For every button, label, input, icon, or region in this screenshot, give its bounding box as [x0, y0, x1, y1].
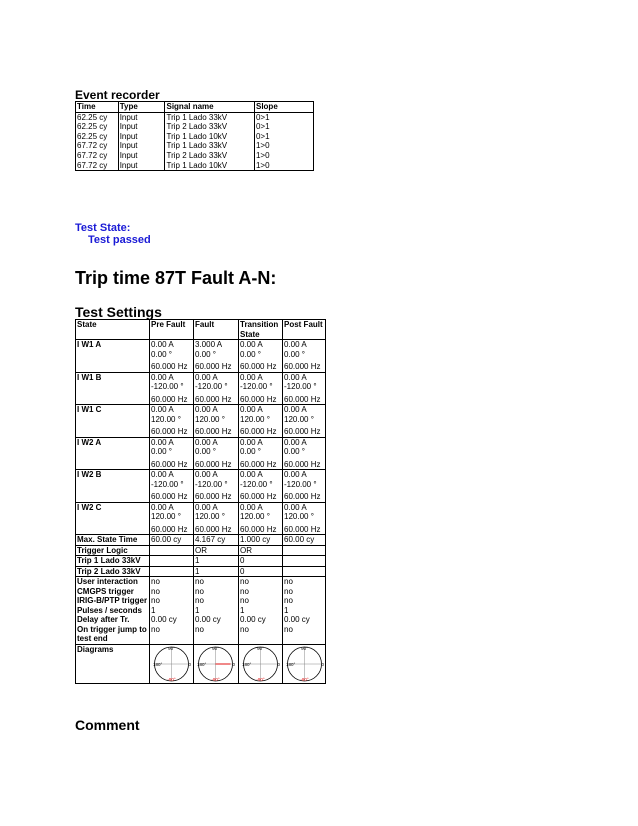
- frequency-value: 60.000 Hz: [240, 492, 277, 501]
- frequency-value: 60.000 Hz: [195, 492, 232, 501]
- axis-label-left: 180°: [197, 661, 207, 667]
- axis-label-right: 0: [321, 661, 324, 667]
- slope-cell: 1>0: [254, 141, 313, 151]
- option-value: no: [284, 586, 293, 596]
- angle-value: -120.00 °: [151, 382, 184, 391]
- magnitude-value: 0.00 A: [284, 470, 307, 479]
- diagrams-row: [76, 644, 326, 683]
- settings-cell: [150, 556, 194, 567]
- type-cell: Input: [118, 161, 165, 171]
- phasor-cell: [239, 437, 283, 470]
- settings-table-body: [76, 340, 326, 684]
- frequency-value: 60.000 Hz: [240, 459, 277, 469]
- option-value: no: [240, 596, 249, 605]
- settings-row: [76, 545, 326, 556]
- axis-label-bottom: -90°: [167, 676, 176, 682]
- magnitude-value: 0.00 A: [151, 502, 174, 512]
- angle-value: 120.00 °: [151, 512, 181, 521]
- signal-name-cell: Trip 1 Lado 33kV: [165, 112, 255, 122]
- phasor-cell: [194, 405, 239, 438]
- row-label: Trigger Logic: [76, 545, 150, 556]
- comment-title: Comment: [75, 717, 140, 733]
- magnitude-value: 0.00 A: [151, 405, 174, 414]
- row-label: Max. State Time: [76, 535, 150, 546]
- angle-value: 0.00 °: [284, 349, 305, 359]
- col-header-signal-name: Signal name: [165, 102, 255, 113]
- phasor-row: [76, 502, 326, 535]
- settings-cell: [283, 556, 326, 567]
- slope-cell: 0>1: [254, 122, 313, 132]
- type-cell: Input: [118, 112, 165, 122]
- time-cell: 67.72 cy: [76, 161, 119, 171]
- angle-value: -120.00 °: [240, 382, 273, 391]
- phasor-row: [76, 470, 326, 503]
- time-cell: 67.72 cy: [76, 141, 119, 151]
- type-cell: Input: [118, 122, 165, 132]
- settings-cell: 60.00 cy: [283, 535, 326, 546]
- diagram-cell: [194, 644, 239, 683]
- angle-value: 0.00 °: [284, 447, 305, 456]
- frequency-value: 60.000 Hz: [195, 427, 232, 436]
- signal-name-cell: Trip 1 Lado 10kV: [165, 161, 255, 171]
- phasor-cell: [150, 437, 194, 470]
- angle-value: -120.00 °: [151, 479, 184, 489]
- axis-label-left: 180°: [242, 661, 252, 667]
- settings-cell: 1.000 cy: [239, 535, 283, 546]
- magnitude-value: 0.00 A: [240, 502, 263, 512]
- phasor-cell: [150, 470, 194, 503]
- phasor-cell: [194, 502, 239, 535]
- row-label: Diagrams: [76, 644, 150, 683]
- frequency-value: 60.000 Hz: [240, 427, 277, 436]
- magnitude-value: 0.00 A: [284, 437, 307, 447]
- frequency-value: 60.000 Hz: [151, 459, 188, 469]
- option-value: no: [195, 596, 204, 605]
- axis-label-top: 90°: [212, 645, 219, 651]
- frequency-value: 60.000 Hz: [240, 394, 277, 404]
- option-value: 0.00 cy: [240, 615, 266, 624]
- angle-value: 120.00 °: [284, 512, 314, 521]
- signal-name-cell: Trip 1 Lado 10kV: [165, 132, 255, 142]
- option-label: Pulses / seconds: [77, 605, 142, 615]
- axis-label-right: 0: [232, 661, 235, 667]
- frequency-value: 60.000 Hz: [284, 459, 321, 469]
- phasor-cell: [283, 405, 326, 438]
- signal-name-cell: Trip 2 Lado 33kV: [165, 151, 255, 161]
- row-label: Trip 2 Lado 33kV: [76, 566, 150, 577]
- magnitude-value: 0.00 A: [195, 372, 218, 382]
- page-title: Trip time 87T Fault A-N:: [75, 268, 277, 288]
- phasor-cell: [283, 372, 326, 405]
- settings-cell: [150, 566, 194, 577]
- signal-name-cell: Trip 1 Lado 33kV: [165, 141, 255, 151]
- settings-cell: 1: [194, 566, 239, 577]
- row-label: I W2 A: [76, 437, 150, 470]
- slope-cell: 0>1: [254, 112, 313, 122]
- phasor-cell: [150, 340, 194, 373]
- phasor-diagram: [283, 645, 326, 683]
- option-label: CMGPS trigger: [77, 586, 134, 596]
- phasor-cell: [194, 372, 239, 405]
- settings-row: [76, 566, 326, 577]
- axis-label-bottom: -90°: [256, 676, 265, 682]
- col-header-state: State: [76, 320, 150, 340]
- options-cell: [194, 577, 239, 645]
- angle-value: 120.00 °: [284, 414, 314, 424]
- settings-cell: 0: [239, 566, 283, 577]
- angle-value: 0.00 °: [151, 349, 172, 359]
- phasor-cell: [239, 405, 283, 438]
- row-label: I W2 C: [76, 502, 150, 535]
- magnitude-value: 0.00 A: [284, 372, 307, 382]
- col-header-time: Time: [76, 102, 119, 113]
- settings-cell: [283, 566, 326, 577]
- time-cell: 62.25 cy: [76, 112, 119, 122]
- angle-value: -120.00 °: [195, 382, 228, 391]
- option-value: no: [151, 577, 160, 586]
- option-value: no: [151, 624, 160, 634]
- settings-row: [76, 556, 326, 567]
- time-cell: 67.72 cy: [76, 151, 119, 161]
- frequency-value: 60.000 Hz: [151, 394, 188, 404]
- event-recorder-title: Event recorder: [75, 88, 160, 102]
- phasor-diagram: [239, 645, 282, 683]
- event-recorder-table: [75, 101, 314, 171]
- col-header-type: Type: [118, 102, 165, 113]
- phasor-diagram: [150, 645, 193, 683]
- magnitude-value: 0.00 A: [151, 437, 174, 447]
- axis-label-bottom: -90°: [211, 676, 220, 682]
- col-header-pre-fault: Pre Fault: [150, 320, 194, 340]
- angle-value: 120.00 °: [151, 414, 181, 424]
- col-header-fault: Fault: [194, 320, 239, 340]
- frequency-value: 60.000 Hz: [151, 362, 188, 371]
- axis-label-left: 180°: [286, 661, 296, 667]
- magnitude-value: 0.00 A: [284, 340, 307, 349]
- phasor-cell: [239, 470, 283, 503]
- option-label: User interaction: [77, 577, 138, 586]
- axis-label-left: 180°: [153, 661, 163, 667]
- phasor-diagram: [194, 645, 237, 683]
- table-row: [76, 141, 314, 151]
- phasor-cell: [283, 340, 326, 373]
- option-value: no: [240, 577, 249, 586]
- phasor-cell: [194, 470, 239, 503]
- table-row: [76, 151, 314, 161]
- options-labels: [76, 577, 150, 645]
- phasor-cell: [239, 340, 283, 373]
- magnitude-value: 0.00 A: [151, 372, 174, 382]
- magnitude-value: 3.000 A: [195, 340, 223, 349]
- magnitude-value: 0.00 A: [240, 372, 263, 382]
- frequency-value: 60.000 Hz: [284, 492, 321, 501]
- axis-label-bottom: -90°: [300, 676, 309, 682]
- settings-header-row: [76, 320, 326, 340]
- type-cell: Input: [118, 141, 165, 151]
- col-header-post-fault: Post Fault: [283, 320, 326, 340]
- row-label: Trip 1 Lado 33kV: [76, 556, 150, 567]
- option-label: On trigger jump to test end: [77, 624, 147, 643]
- angle-value: -120.00 °: [240, 479, 273, 489]
- angle-value: 0.00 °: [195, 447, 216, 456]
- slope-cell: 0>1: [254, 132, 313, 142]
- option-value: no: [284, 596, 293, 605]
- table-row: [76, 132, 314, 142]
- option-value: 0.00 cy: [284, 615, 310, 624]
- magnitude-value: 0.00 A: [240, 437, 263, 447]
- angle-value: 120.00 °: [240, 414, 270, 424]
- time-cell: 62.25 cy: [76, 132, 119, 142]
- magnitude-value: 0.00 A: [195, 405, 218, 414]
- settings-cell: 0: [239, 556, 283, 567]
- angle-value: 0.00 °: [195, 349, 216, 359]
- magnitude-value: 0.00 A: [195, 502, 218, 512]
- angle-value: -120.00 °: [195, 479, 228, 489]
- magnitude-value: 0.00 A: [195, 470, 218, 479]
- frequency-value: 60.000 Hz: [151, 524, 188, 534]
- settings-cell: 1: [194, 556, 239, 567]
- option-value: 1: [151, 605, 156, 615]
- frequency-value: 60.000 Hz: [195, 394, 232, 404]
- frequency-value: 60.000 Hz: [284, 427, 321, 436]
- test-state-value: Test passed: [88, 234, 151, 246]
- magnitude-value: 0.00 A: [240, 340, 263, 349]
- row-label: I W1 B: [76, 372, 150, 405]
- axis-label-right: 0: [188, 661, 191, 667]
- settings-cell: [150, 545, 194, 556]
- settings-cell: OR: [194, 545, 239, 556]
- diagram-cell: [150, 644, 194, 683]
- magnitude-value: 0.00 A: [151, 340, 174, 349]
- settings-cell: 60.00 cy: [150, 535, 194, 546]
- phasor-cell: [150, 372, 194, 405]
- slope-cell: 1>0: [254, 151, 313, 161]
- option-value: no: [151, 586, 160, 596]
- time-cell: 62.25 cy: [76, 122, 119, 132]
- phasor-row: [76, 405, 326, 438]
- angle-value: 0.00 °: [151, 447, 172, 456]
- diagram-cell: [239, 644, 283, 683]
- type-cell: Input: [118, 132, 165, 142]
- settings-row: [76, 535, 326, 546]
- frequency-value: 60.000 Hz: [284, 362, 321, 371]
- angle-value: 0.00 °: [240, 447, 261, 456]
- slope-cell: 1>0: [254, 161, 313, 171]
- axis-label-top: 90°: [168, 645, 175, 651]
- angle-value: 120.00 °: [195, 512, 225, 521]
- option-value: no: [284, 577, 293, 586]
- phasor-cell: [239, 372, 283, 405]
- test-settings-table: [75, 319, 326, 684]
- phasor-cell: [239, 502, 283, 535]
- phasor-cell: [283, 502, 326, 535]
- options-cell: [150, 577, 194, 645]
- phasor-cell: [194, 340, 239, 373]
- angle-value: -120.00 °: [284, 479, 317, 489]
- option-value: no: [284, 624, 293, 634]
- settings-cell: OR: [239, 545, 283, 556]
- settings-cell: 4.167 cy: [194, 535, 239, 546]
- option-value: no: [195, 624, 204, 634]
- frequency-value: 60.000 Hz: [240, 362, 277, 371]
- row-label: I W2 B: [76, 470, 150, 503]
- magnitude-value: 0.00 A: [240, 405, 263, 414]
- row-label: I W1 C: [76, 405, 150, 438]
- option-value: no: [240, 586, 249, 596]
- option-value: no: [151, 596, 160, 605]
- options-cell: [283, 577, 326, 645]
- test-settings-title: Test Settings: [75, 304, 162, 320]
- option-value: 1: [240, 605, 245, 615]
- frequency-value: 60.000 Hz: [151, 427, 188, 436]
- option-value: 1: [195, 605, 200, 615]
- magnitude-value: 0.00 A: [195, 437, 218, 447]
- frequency-value: 60.000 Hz: [195, 459, 232, 469]
- table-row: [76, 161, 314, 171]
- option-value: 1: [284, 605, 289, 615]
- axis-label-right: 0: [277, 661, 280, 667]
- phasor-row: [76, 372, 326, 405]
- option-value: no: [195, 577, 204, 586]
- option-value: 0.00 cy: [151, 615, 177, 624]
- frequency-value: 60.000 Hz: [151, 492, 188, 501]
- diagram-cell: [283, 644, 326, 683]
- phasor-row: [76, 437, 326, 470]
- option-value: no: [195, 586, 204, 596]
- axis-label-top: 90°: [301, 645, 308, 651]
- frequency-value: 60.000 Hz: [240, 524, 277, 534]
- option-value: no: [240, 624, 249, 634]
- angle-value: 120.00 °: [195, 414, 225, 424]
- col-header-transition-state: Transition State: [239, 320, 283, 340]
- axis-label-top: 90°: [257, 645, 264, 651]
- settings-cell: [283, 545, 326, 556]
- phasor-cell: [194, 437, 239, 470]
- test-state-label: Test State:: [75, 222, 131, 234]
- row-label: I W1 A: [76, 340, 150, 373]
- magnitude-value: 0.00 A: [284, 502, 307, 512]
- frequency-value: 60.000 Hz: [284, 524, 321, 534]
- phasor-row: [76, 340, 326, 373]
- frequency-value: 60.000 Hz: [195, 524, 232, 534]
- magnitude-value: 0.00 A: [240, 470, 263, 479]
- frequency-value: 60.000 Hz: [284, 394, 321, 404]
- signal-name-cell: Trip 2 Lado 33kV: [165, 122, 255, 132]
- frequency-value: 60.000 Hz: [195, 362, 232, 371]
- phasor-cell: [150, 405, 194, 438]
- magnitude-value: 0.00 A: [284, 405, 307, 414]
- magnitude-value: 0.00 A: [151, 470, 174, 479]
- type-cell: Input: [118, 151, 165, 161]
- event-table-header-row: [76, 102, 314, 113]
- angle-value: 0.00 °: [240, 349, 261, 359]
- event-table-body: [76, 112, 314, 171]
- phasor-cell: [283, 470, 326, 503]
- phasor-cell: [283, 437, 326, 470]
- phasor-cell: [150, 502, 194, 535]
- angle-value: -120.00 °: [284, 382, 317, 391]
- col-header-slope: Slope: [254, 102, 313, 113]
- option-label: Delay after Tr.: [77, 615, 130, 624]
- table-row: [76, 122, 314, 132]
- angle-value: 120.00 °: [240, 512, 270, 521]
- option-value: 0.00 cy: [195, 615, 221, 624]
- options-row: [76, 577, 326, 645]
- options-cell: [239, 577, 283, 645]
- table-row: [76, 112, 314, 122]
- option-label: IRIG-B/PTP trigger: [77, 596, 148, 605]
